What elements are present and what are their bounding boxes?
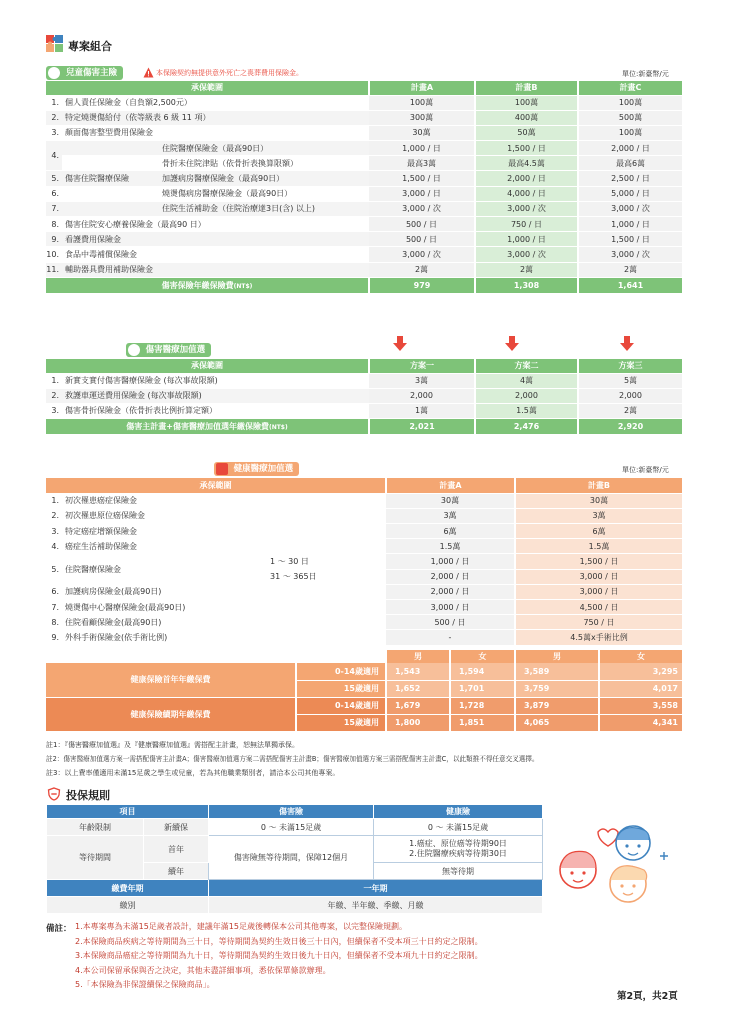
premium-value: 1,800 (386, 714, 450, 731)
table-row (46, 247, 682, 262)
section-pill-child-injury (46, 66, 123, 80)
row-label-empty (62, 186, 159, 201)
cell-b: 1,000 / 日 (475, 232, 578, 247)
table-row (46, 630, 682, 645)
row-number: 7. (46, 600, 62, 615)
row-label: 傷害骨折保險金（依骨折表比例折算定額） (62, 403, 369, 418)
premium-value: 1,851 (450, 714, 515, 731)
cell-a: 1,500 / 日 (369, 171, 475, 186)
row-number: 1. (46, 373, 62, 388)
cell-a: 6萬 (386, 524, 515, 539)
row-label: 初次罹患癌症保險金 (62, 493, 386, 508)
premium-value: 3,879 (515, 697, 599, 714)
row-sublabel: 加護病房醫療保險金（最高90日） (159, 171, 369, 186)
medical-cross-icon (216, 463, 228, 475)
table-row (47, 897, 543, 914)
remarks-list (75, 920, 695, 993)
table-row (46, 600, 682, 615)
cell-a: 100萬 (369, 95, 475, 110)
row-number: 11. (46, 262, 62, 277)
header-injury: 傷害險 (209, 805, 374, 819)
blank-cell (46, 650, 386, 663)
table-row (46, 262, 682, 277)
cell-a: 2萬 (369, 262, 475, 277)
premium-row (46, 419, 682, 435)
row-number: 1. (46, 493, 62, 508)
cell-a: 500 / 日 (369, 217, 475, 232)
premium-label (46, 419, 369, 435)
row-sublabel: 1 ～ 30 日 (267, 554, 386, 569)
cell-a: 1.5萬 (386, 539, 515, 554)
cell-a: 300萬 (369, 110, 475, 125)
first-year-label: 首年 (144, 836, 209, 863)
premium-value: 4,065 (515, 714, 599, 731)
pay-mode-value: 年繳、半年繳、季繳、月繳 (209, 897, 543, 914)
row-label: 住院看顧保險金(最高90日) (62, 615, 386, 630)
table-row (47, 880, 543, 897)
cell-b: 750 / 日 (475, 217, 578, 232)
cell-a: 3萬 (386, 508, 515, 523)
cell-c: 500萬 (578, 110, 682, 125)
cell-a: 3,000 / 次 (369, 247, 475, 262)
row-number: 4. (46, 141, 62, 171)
table-row (46, 373, 682, 388)
puzzle-icon (45, 34, 65, 54)
table-row (46, 110, 682, 125)
pay-period-value: 一年期 (209, 880, 543, 897)
row-label: 食品中毒補償保險金 (62, 247, 369, 262)
cell-b: 1.5萬 (515, 539, 682, 554)
row-label: 癌症生活補助保險金 (62, 539, 386, 554)
premium-a: 2,021 (369, 419, 475, 435)
rules-title: 投保規則 (66, 789, 110, 802)
premium-value: 4,341 (599, 714, 682, 731)
row-sublabel: 住院生活補助金（住院治療達3日(含) 以上) (159, 201, 369, 216)
arrow-down-icon (620, 336, 634, 351)
cell-c: 3,000 / 次 (578, 201, 682, 216)
cell-b: 3,000 / 次 (475, 201, 578, 216)
row-label: 傷害住院醫療保險 (62, 171, 159, 186)
cell-c: 100萬 (578, 125, 682, 140)
cell-b: 3,000 / 日 (515, 584, 682, 599)
table-row (46, 201, 682, 216)
unit-label: 單位:新臺幣/元 (622, 70, 669, 78)
cell-c: 100萬 (578, 95, 682, 110)
premium-value: 1,543 (386, 663, 450, 680)
row-label: 住院醫療保險金 (62, 554, 267, 584)
cell-a: 3萬 (369, 373, 475, 388)
wait-health-line-2: 2.住院醫療疾病等待期30日 (409, 849, 507, 858)
note-3: 註3：以上費率僅適用未滿15足歲之學生或兒童，若為其他職業類別者，請洽本公司其他專案。 (46, 769, 340, 777)
health-premium-table (46, 650, 682, 732)
age-label: 15歲適用 (296, 680, 386, 697)
row-number: 10. (46, 247, 62, 262)
wait-injury-value: 傷害險無等待期間，保障12個月 (209, 836, 374, 880)
row-sublabel: 住院醫療保險金（最高90日） (159, 141, 369, 156)
age-injury-value: 0 ～ 未滿15足歲 (209, 819, 374, 836)
cell-c: 5萬 (578, 373, 682, 388)
table-row (46, 524, 682, 539)
row-number: 7. (46, 201, 62, 216)
cell-c: 5,000 / 日 (578, 186, 682, 201)
rules-table (46, 804, 543, 914)
header-option-3: 方案三 (578, 359, 682, 373)
row-sublabel: 燒燙傷病房醫療保險金（最高90日） (159, 186, 369, 201)
premium-value: 1,679 (386, 697, 450, 714)
renew-year-label: 續年 (144, 863, 209, 880)
gender-male-a: 男 (386, 650, 450, 663)
cell-c: 2萬 (578, 403, 682, 418)
row-number: 9. (46, 232, 62, 247)
arrow-down-icon (505, 336, 519, 351)
cell-a: 30萬 (369, 125, 475, 140)
row-number: 2. (46, 110, 62, 125)
cell-c: 1,000 / 日 (578, 217, 682, 232)
row-number: 8. (46, 217, 62, 232)
table-row (46, 493, 682, 508)
row-label: 外科手術保險金(依手術比例) (62, 630, 386, 645)
premium-value: 1,594 (450, 663, 515, 680)
age-label: 15歲適用 (296, 714, 386, 731)
warning-icon (143, 67, 154, 78)
cell-a: 1,000 / 日 (369, 141, 475, 156)
premium-value: 4,017 (599, 680, 682, 697)
injury-addon-table (46, 359, 682, 435)
header-coverage: 承保範圍 (46, 359, 369, 373)
cell-b: 最高4.5萬 (475, 156, 578, 171)
cell-c: 2,000 (578, 388, 682, 403)
cell-b: 1.5萬 (475, 403, 578, 418)
row-number: 3. (46, 125, 62, 140)
premium-b: 2,476 (475, 419, 578, 435)
shield-icon (47, 787, 61, 801)
row-sublabel: 骨折未住院津貼（依骨折表換算限額） (159, 156, 369, 171)
remark-item: 2.本保險商品疾病之等待期間為三十日，等待期間為契約生效日後三十日內，但續保者不受本項三十日約定之限制。 (75, 936, 483, 946)
premium-value: 3,295 (599, 663, 682, 680)
cell-b: 2萬 (475, 262, 578, 277)
table-header-row (46, 81, 682, 95)
cell-c: 2,500 / 日 (578, 171, 682, 186)
cell-b: 3萬 (515, 508, 682, 523)
table-row (46, 232, 682, 247)
table-row (46, 156, 682, 171)
row-number: 6. (46, 584, 62, 599)
age-limit-label: 年齡限制 (47, 819, 144, 836)
premium-c: 2,920 (578, 419, 682, 435)
cell-b: 1,500 / 日 (475, 141, 578, 156)
table-row (46, 554, 682, 569)
row-label: 看護費用保險金 (62, 232, 369, 247)
row-label: 新實支實付傷害醫療保險金 (每次事故限額) (62, 373, 369, 388)
row-number: 6. (46, 186, 62, 201)
premium-row (46, 697, 682, 714)
row-number: 3. (46, 403, 62, 418)
remark-item: 4.本公司保留承保與否之決定，其他未盡詳細事項，悉依保單條款辦理。 (75, 965, 331, 975)
table-row (46, 141, 682, 156)
row-label-empty (62, 141, 159, 156)
page-title: 專案組合 (68, 40, 112, 53)
table-row (47, 819, 543, 836)
health-addon-table (46, 478, 682, 646)
row-label: 個人責任保險金（自負額2,500元） (62, 95, 369, 110)
kids-illustration (548, 818, 688, 908)
premium-label-suffix: (NT$) (233, 282, 253, 290)
cell-a: 3,000 / 次 (369, 201, 475, 216)
header-plan-c: 計畫C (578, 81, 682, 95)
wait-health-line-1: 1.癌症、原位癌等待期90日 (409, 839, 507, 848)
row-number: 5. (46, 554, 62, 584)
table-row (46, 388, 682, 403)
cell-c: 1,500 / 日 (578, 232, 682, 247)
cell-a: 2,000 (369, 388, 475, 403)
row-label: 特定癌症增額保險金 (62, 524, 386, 539)
header-health: 健康險 (374, 805, 543, 819)
cell-b: 50萬 (475, 125, 578, 140)
cell-a: 最高3萬 (369, 156, 475, 171)
row-number: 4. (46, 539, 62, 554)
page-number: 第2頁，共2頁 (617, 991, 678, 1002)
header-coverage: 承保範圍 (46, 478, 386, 493)
premium-label (46, 277, 369, 293)
cell-a: 2,000 / 日 (386, 584, 515, 599)
section-pill-label: 健康醫療加值選 (233, 464, 294, 474)
premium-value: 1,652 (386, 680, 450, 697)
remark-item: 3.本保險商品癌症之等待期間為九十日，等待期間為契約生效日後九十日內，但續保者不受本項九十日約定之限制。 (75, 951, 483, 960)
header-plan-b: 計畫B (515, 478, 682, 493)
table-row (46, 584, 682, 599)
table-row (47, 836, 543, 863)
premium-b: 1,308 (475, 277, 578, 293)
child-injury-table (46, 81, 682, 294)
header-coverage: 承保範圍 (46, 81, 369, 95)
row-label: 顏面傷害整型費用保險金 (62, 125, 369, 140)
table-row (46, 508, 682, 523)
premium-label-text: 傷害保險年繳保險費 (161, 280, 234, 290)
gender-female-b: 女 (599, 650, 682, 663)
renew-label: 新續保 (144, 819, 209, 836)
table-header-row (46, 478, 682, 493)
cell-b: 1,500 / 日 (515, 554, 682, 569)
note-2: 註2：傷害醫療加值選方案一需搭配傷害主計畫A；傷害醫療加值選方案二需搭配傷害主計畫B；傷害醫療加值選方案三需搭配傷害主計畫C，以此類推不得任意交叉選擇。 (46, 755, 539, 763)
row-label-empty (62, 156, 159, 171)
age-health-value: 0 ～ 未滿15足歲 (374, 819, 543, 836)
gender-female-a: 女 (450, 650, 515, 663)
cell-a: 500 / 日 (369, 232, 475, 247)
cell-a: - (386, 630, 515, 645)
row-sublabel: 31 ～ 365日 (267, 569, 386, 584)
premium-value: 3,558 (599, 697, 682, 714)
premium-renew-label: 健康保險續期年繳保費 (46, 697, 296, 731)
premium-value: 3,759 (515, 680, 599, 697)
premium-row (46, 277, 682, 293)
section-pill-label: 兒童傷害主險 (66, 68, 118, 78)
cell-b: 4,500 / 日 (515, 600, 682, 615)
row-number: 9. (46, 630, 62, 645)
wait-health-first (374, 836, 543, 863)
wait-period-label: 等待期間 (47, 836, 144, 880)
row-label: 燒燙傷中心醫療保險金(最高90日) (62, 600, 386, 615)
pay-mode-label: 繳別 (47, 897, 209, 914)
cell-b: 30萬 (515, 493, 682, 508)
cell-b: 4萬 (475, 373, 578, 388)
row-label-empty (62, 201, 159, 216)
table-row (46, 186, 682, 201)
row-label: 特定燒燙傷給付（依等級表 6 級 11 項） (62, 110, 369, 125)
gender-male-b: 男 (515, 650, 599, 663)
cell-c: 2,000 / 日 (578, 141, 682, 156)
table-header-row (47, 805, 543, 819)
cell-b: 100萬 (475, 95, 578, 110)
cell-b: 6萬 (515, 524, 682, 539)
child-face-icon (48, 67, 60, 79)
cell-b: 4.5萬x手術比例 (515, 630, 682, 645)
cell-c: 2萬 (578, 262, 682, 277)
cell-b: 2,000 / 日 (475, 171, 578, 186)
pay-period-label: 繳費年期 (47, 880, 209, 897)
header-plan-a: 計畫A (369, 81, 475, 95)
notes (46, 738, 686, 780)
arrow-down-icon (393, 336, 407, 351)
premium-value: 1,701 (450, 680, 515, 697)
gender-header-row (46, 650, 682, 663)
remarks-label: 備註： (46, 924, 72, 934)
premium-value: 1,728 (450, 697, 515, 714)
child-face-icon (128, 344, 140, 356)
cell-c: 3,000 / 次 (578, 247, 682, 262)
table-row (46, 217, 682, 232)
age-label: 0-14歲適用 (296, 697, 386, 714)
wait-health-renew: 無等待期 (374, 863, 543, 880)
row-number: 1. (46, 95, 62, 110)
cell-c: 最高6萬 (578, 156, 682, 171)
cell-b: 3,000 / 日 (515, 569, 682, 584)
premium-label-text: 傷害主計畫+傷害醫療加值選年繳保險費 (126, 422, 269, 432)
age-label: 0-14歲適用 (296, 663, 386, 680)
table-row (46, 403, 682, 418)
cell-a: 3,000 / 日 (386, 600, 515, 615)
table-row (46, 95, 682, 110)
cell-a: 500 / 日 (386, 615, 515, 630)
cell-a: 1萬 (369, 403, 475, 418)
table-header-row (46, 359, 682, 373)
row-number: 5. (46, 171, 62, 186)
row-label: 傷害住院安心療養保險金（最高90 日） (62, 217, 369, 232)
remark-item: 1.本專案專為未滿15足歲者設計，建議年滿15足歲後轉保本公司其他專案，以完整保險規劃。 (75, 922, 407, 931)
row-label: 加護病房保險金(最高90日) (62, 584, 386, 599)
note-1: 註1：『傷害醫療加值選』及『健康醫療加值選』需搭配主計畫，恕無法單獨承保。 (46, 741, 299, 749)
header-plan-a: 計畫A (386, 478, 515, 493)
row-label: 初次罹患原位癌保險金 (62, 508, 386, 523)
table-row (46, 125, 682, 140)
row-number: 3. (46, 524, 62, 539)
warning-text: 本保險契約無提供意外死亡之喪葬費用保險金。 (156, 69, 303, 77)
header-option-1: 方案一 (369, 359, 475, 373)
header-plan-b: 計畫B (475, 81, 578, 95)
premium-a: 979 (369, 277, 475, 293)
cell-b: 750 / 日 (515, 615, 682, 630)
cell-b: 4,000 / 日 (475, 186, 578, 201)
cell-a: 1,000 / 日 (386, 554, 515, 569)
cell-a: 3,000 / 日 (369, 186, 475, 201)
unit-label: 單位:新臺幣/元 (622, 466, 669, 474)
table-row (46, 171, 682, 186)
section-pill-health-addon (214, 462, 300, 476)
cell-b: 400萬 (475, 110, 578, 125)
table-row (46, 615, 682, 630)
premium-value: 3,589 (515, 663, 599, 680)
row-number: 2. (46, 508, 62, 523)
header-item: 項目 (47, 805, 209, 819)
remark-item: 5.「本保險為非保證續保之保險商品」。 (75, 980, 215, 989)
cell-b: 2,000 (475, 388, 578, 403)
cell-a: 2,000 / 日 (386, 569, 515, 584)
table-row (46, 539, 682, 554)
row-number: 8. (46, 615, 62, 630)
section-pill-label: 傷害醫療加值選 (145, 345, 206, 355)
premium-row (46, 663, 682, 680)
premium-label-suffix: (NT$) (268, 424, 288, 432)
cell-a: 30萬 (386, 493, 515, 508)
premium-first-label: 健康保險首年年繳保費 (46, 663, 296, 697)
header-option-2: 方案二 (475, 359, 578, 373)
cell-b: 3,000 / 次 (475, 247, 578, 262)
row-number: 2. (46, 388, 62, 403)
section-pill-injury-addon (126, 343, 212, 357)
row-label: 輔助器具費用補助保險金 (62, 262, 369, 277)
row-label: 救護車運送費用保險金 (每次事故限額) (62, 388, 369, 403)
premium-c: 1,641 (578, 277, 682, 293)
